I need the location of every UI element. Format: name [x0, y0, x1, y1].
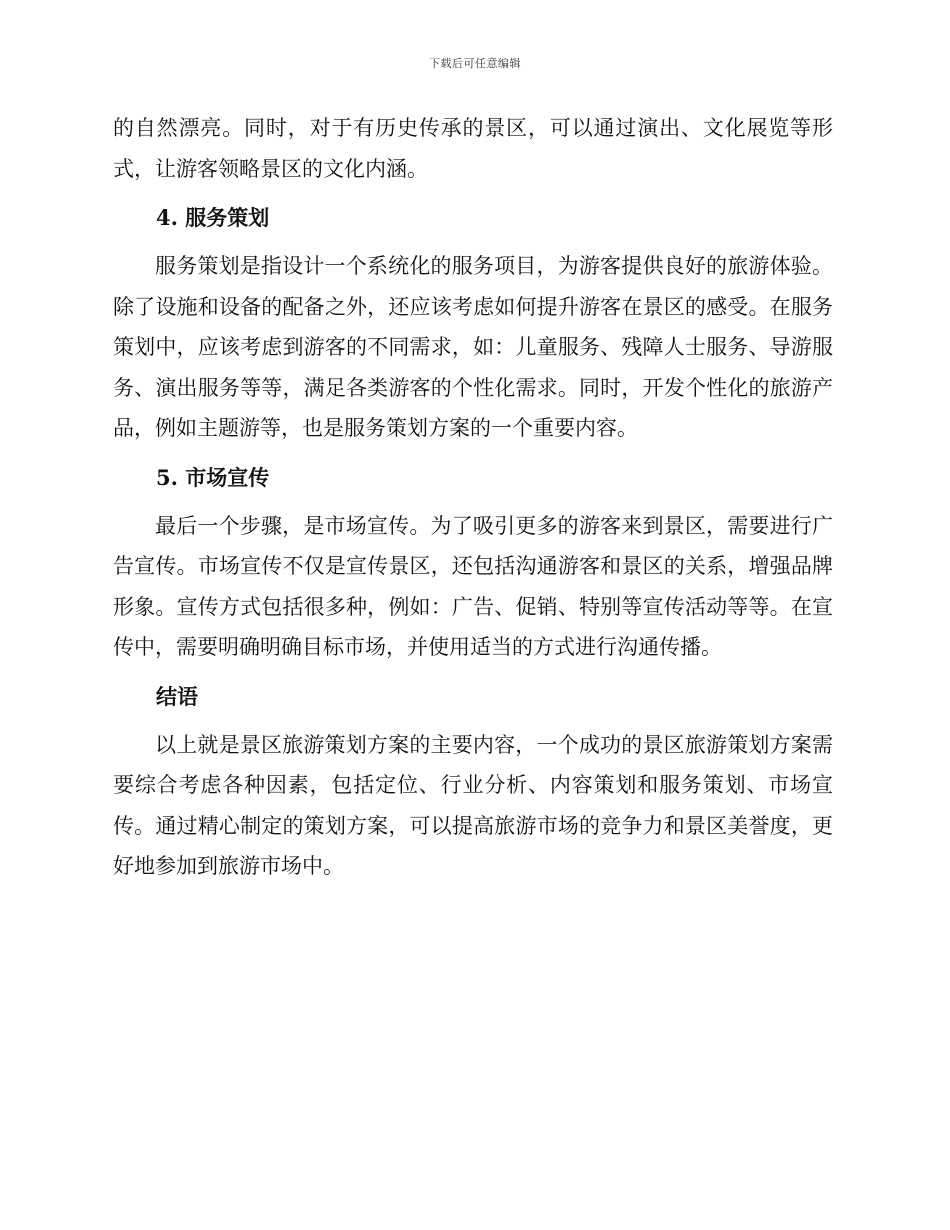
- section-heading: 结语: [156, 683, 198, 709]
- document-body: [113, 108, 833, 887]
- body-paragraph: 的自然漂亮。同时，对于有历史传承的景区，可以通过演出、文化展览等形式，让游客领略景区的文化内涵。: [113, 116, 833, 181]
- body-paragraph: 以上就是景区旅游策划方案的主要内容，一个成功的景区旅游策划方案需要综合考虑各种因素，包括定位、行业分析、内容策划和服务策划、市场宣传。通过精心制定的策划方案，可以提高旅游市场的竞争力和景区美誉度，更好地参加到旅游市场中。: [113, 732, 833, 878]
- page-header: 下载后可任意编辑: [429, 57, 521, 70]
- section-heading: 5. 市场宣传: [156, 464, 270, 490]
- section-heading: 4. 服务策划: [156, 205, 270, 230]
- body-paragraph: 最后一个步骤，是市场宣传。为了吸引更多的游客来到景区，需要进行广告宣传。市场宣传不仅是宣传景区，还包括沟通游客和景区的关系，增强品牌形象。宣传方式包括很多种，例如：广告、促销、特别等宣传活动等等。在宣传中，需要明确明确目标市场，并使用适当的方式进行沟通传播。: [113, 513, 833, 659]
- body-paragraph: 服务策划是指设计一个系统化的服务项目，为游客提供良好的旅游体验。除了设施和设备的配备之外，还应该考虑如何提升游客在景区的感受。在服务策划中，应该考虑到游客的不同需求，如：儿童服务、残障人士服务、导游服务、演出服务等等，满足各类游客的个性化需求。同时，开发个性化的旅游产品，例如主题游等，也是服务策划方案的一个重要内容。: [113, 254, 833, 440]
